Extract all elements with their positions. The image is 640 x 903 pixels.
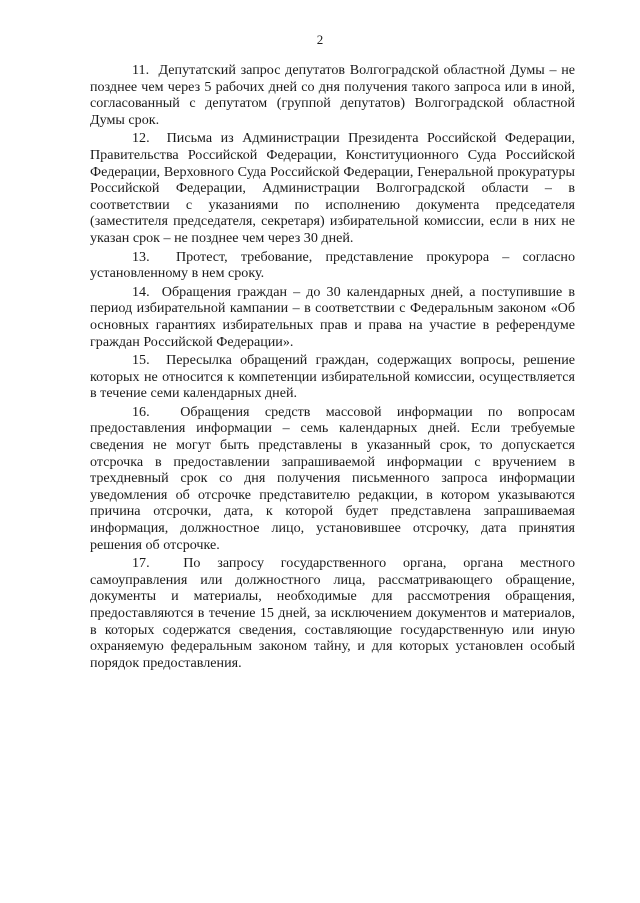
paragraph-12: 12. Письма из Администрации Президента Российской Федерации, Правительства Российской Федерации, Конституционного Суда Российской Федерации, Верховного Суда Российской Федерации, Генеральной прокуратуры Российской Федерации, Администрации Волгоградской области – в соответствии с указаниями по исполнению документа председателя (заместителя председателя, секретаря) избирательной комиссии, если в них не указан срок – не позднее чем через 30 дней. [90, 130, 575, 246]
paragraph-16: 16. Обращения средств массовой информации по вопросам предоставления информации – семь календарных дней. Если требуемые сведения не могут быть представлены в указанный срок, то допускается отсрочка в предоставлении запрашиваемой информации с вручением в трехдневный срок со дня получения письменного запроса информации уведомления об отсрочке представителю редакции, в котором указываются причина отсрочки, дата, к которой будет представлена запрашиваемая информация, должностное лицо, установившее отсрочку, дата принятия решения об отсрочке. [90, 403, 575, 553]
document-body [90, 62, 575, 673]
paragraph-13: 13. Протест, требование, представление прокурора – согласно установленному в нем сроку. [90, 248, 575, 282]
page-number: 2 [316, 32, 324, 47]
paragraph-14: 14. Обращения граждан – до 30 календарных дней, а поступившие в период избирательной кампании – в соответствии с Федеральным законом «Об основных гарантиях избирательных прав и права на участие в референдуме граждан Российской Федерации». [90, 283, 575, 350]
paragraph-15: 15. Пересылка обращений граждан, содержащих вопросы, решение которых не относится к компетенции избирательной комиссии, осуществляется в течение семи календарных дней. [90, 352, 575, 402]
paragraph-11: 11. Депутатский запрос депутатов Волгоградской областной Думы – не позднее чем через 5 рабочих дней со дня получения такого запроса или в иной, согласованный с депутатом (группой депутатов) Волгоградской областной Думы срок. [90, 62, 575, 128]
paragraph-17: 17. По запросу государственного органа, органа местного самоуправления или должностного лица, рассматривающего обращение, документы и материалы, необходимые для рассмотрения обращения, предоставляются в течение 15 дней, за исключением документов и материалов, в которых содержатся сведения, составляющие государственную или иную охраняемую федеральным законом тайну, и для которых установлен особый порядок предоставления. [90, 555, 575, 671]
